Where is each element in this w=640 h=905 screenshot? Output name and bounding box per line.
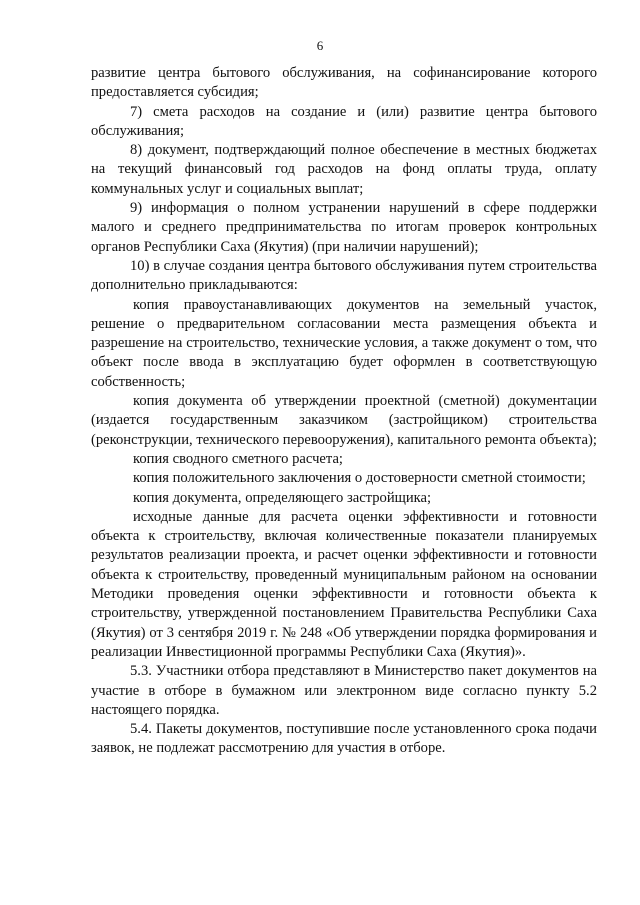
sub-item-developer: копия документа, определяющего застройщика; xyxy=(133,489,432,506)
clause-5-3: 5.3. Участники отбора представляют в Министерство пакет документов на участие в отборе в бумажном или электронном виде согласно пункту 5.2 настоящего порядка. xyxy=(91,663,597,718)
page-number: 6 xyxy=(316,38,324,53)
sub-item-estimate: копия сводного сметного расчета; xyxy=(133,450,343,467)
paragraph-continuation: развитие центра бытового обслуживания, на софинансирование которого предоставляется субсидия; xyxy=(91,65,597,101)
sub-item-efficiency-data: исходные данные для расчета оценки эффективности и готовности объекта к строительству, включая количественные показатели планируемых результатов реализации проекта, и расчет оценки эффективности и готовности объекта к строительству, проведенный муниципальным районом на основании Методики проведения оценки эффективности и готовности объекта к строительству, утвержденной постановлением Правительства Республики Саха (Якутия) от 3 сентября 2019 г. № 248 «Об утверждении порядка формирования и реализации Инвестиционной программы Республики Саха (Якутия)». xyxy=(91,508,597,660)
list-item-10: 10) в случае создания центра бытового обслуживания путем строительства дополнительно прикладываются: xyxy=(91,257,597,294)
sub-item-project-approval: копия документа об утверждении проектной (сметной) документации (издается государственным заказчиком (застройщиком) строительства (реконструкции, технического перевооружения), капитального ремонта объекта); xyxy=(91,393,597,448)
sub-item-cost-conclusion: копия положительного заключения о достоверности сметной стоимости; xyxy=(133,470,586,487)
list-item-8: 8) документ, подтверждающий полное обеспечение в местных бюджетах на текущий финансовый год расходов на фонд оплаты труда, оплату коммунальных услуг и социальных выплат; xyxy=(91,142,597,197)
clause-5-4: 5.4. Пакеты документов, поступившие после установленного срока подачи заявок, не подлежат рассмотрению для участия в отборе. xyxy=(91,721,597,757)
list-item-9: 9) информация о полном устранении нарушений в сфере поддержки малого и среднего предпринимательства по итогам проверок контрольных органов Республики Саха (Якутия) (при наличии нарушений); xyxy=(91,200,597,255)
list-item-7: 7) смета расходов на создание и (или) развитие центра бытового обслуживания; xyxy=(91,103,597,139)
document-body xyxy=(91,64,597,759)
sub-item-land-documents: копия правоустанавливающих документов на земельный участок, решение о предварительном согласовании места размещения объекта и разрешение на строительство, технические условия, а также документ о том, что объект после ввода в эксплуатацию будет оформлен в соответствующую собственность; xyxy=(91,296,597,390)
